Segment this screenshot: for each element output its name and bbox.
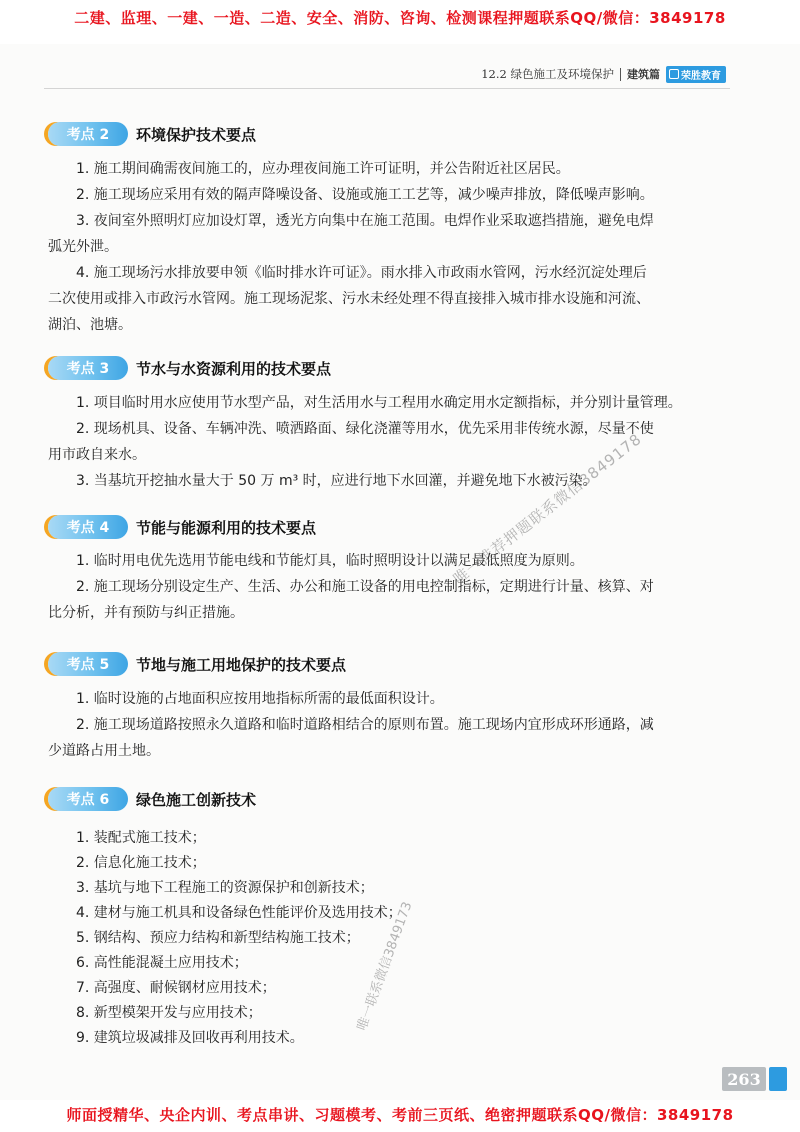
top-banner: 二建、监理、一建、一造、二造、安全、消防、咨询、检测课程押题联系QQ/微信：3849178: [74, 9, 726, 27]
paragraph-line: 2. 施工现场分别设定生产、生活、办公和施工设备的用电控制指标，定期进行计量、核算、对: [76, 579, 654, 595]
paragraph-line: 4. 施工现场污水排放要申领《临时排水许可证》。雨水排入市政雨水管网，污水经沉淀处理后: [76, 265, 647, 281]
section-title: 绿色施工创新技术: [136, 790, 257, 809]
section-heading: [48, 514, 316, 540]
paragraph-line: 湖泊、池塘。: [48, 317, 132, 333]
section-title: 节地与施工用地保护的技术要点: [136, 655, 347, 674]
paragraph: [48, 712, 720, 764]
paragraph-line: 用市政自来水。: [48, 447, 146, 463]
brand-icon: [669, 69, 679, 79]
paragraph-line: 少道路占用土地。: [48, 743, 160, 759]
bottom-banner: 师面授精华、央企内训、考点串讲、习题模考、考前三页纸、绝密押题联系QQ/微信：3849178: [66, 1106, 734, 1124]
paragraph-line: 3. 夜间室外照明灯应加设灯罩，透光方向集中在施工范围。电焊作业采取遮挡措施，避免电焊: [76, 213, 654, 229]
watermark: 唯一联系微信3849173: [354, 899, 416, 1033]
paragraph: 4. 建材与施工机具和设备绿色性能评价及选用技术；: [76, 905, 402, 921]
paragraph: 1. 项目临时用水应使用节水型产品，对生活用水与工程用水确定用水定额指标，并分别计量管理。: [76, 395, 682, 411]
paragraph: 8. 新型模架开发与应用技术；: [76, 1005, 262, 1021]
paragraph: 7. 高强度、耐候钢材应用技术；: [76, 980, 276, 996]
paragraph: 9. 建筑垃圾减排及回收再利用技术。: [76, 1030, 304, 1046]
paragraph-line: 弧光外泄。: [48, 239, 118, 255]
section-title: 节能与能源利用的技术要点: [136, 518, 317, 537]
header-separator: [620, 68, 621, 81]
brand-logo: [666, 66, 726, 83]
section-title: 环境保护技术要点: [136, 125, 257, 144]
paragraph: 1. 临时用电优先选用节能电线和节能灯具，临时照明设计以满足最低照度为原则。: [76, 553, 584, 569]
part-label: 建筑篇: [627, 68, 660, 81]
section-heading: [48, 121, 256, 147]
section-title: 节水与水资源利用的技术要点: [136, 359, 332, 378]
key-point-badge: 考点 6: [48, 787, 128, 811]
section-heading: [48, 355, 331, 381]
section-heading: [48, 651, 346, 677]
key-point-badge: 考点 4: [48, 515, 128, 539]
paragraph: 6. 高性能混凝土应用技术；: [76, 955, 248, 971]
paragraph: 2. 信息化施工技术；: [76, 855, 206, 871]
paragraph: 1. 装配式施工技术；: [76, 830, 206, 846]
paragraph-line: 比分析，并有预防与纠正措施。: [48, 605, 244, 621]
page-number: 263: [722, 1067, 766, 1091]
chapter-title: 12.2 绿色施工及环境保护: [481, 67, 614, 81]
paragraph: 1. 临时设施的占地面积应按用地指标所需的最低面积设计。: [76, 691, 444, 707]
paragraph-line: 2. 施工现场道路按照永久道路和临时道路相结合的原则布置。施工现场内宜形成环形通路，减: [76, 717, 654, 733]
paragraph: 3. 当基坑开挖抽水量大于 50 万 m³ 时，应进行地下水回灌，并避免地下水被污染。: [76, 473, 597, 489]
paragraph: 2. 施工现场应采用有效的隔声降噪设备、设施或施工工艺等，减少噪声排放，降低噪声影响。: [76, 187, 654, 203]
running-header: [481, 65, 726, 83]
watermark: 唯一推荐押题联系微信3849178: [449, 429, 646, 588]
key-point-badge: 考点 2: [48, 122, 128, 146]
page-number-tab: [722, 1066, 788, 1092]
paragraph: 1. 施工期间确需夜间施工的，应办理夜间施工许可证明，并公告附近社区居民。: [76, 161, 570, 177]
paragraph: 5. 钢结构、预应力结构和新型结构施工技术；: [76, 930, 360, 946]
paragraph: [48, 208, 720, 260]
brand-name: 荣胜教育: [681, 70, 721, 82]
key-point-badge: 考点 5: [48, 652, 128, 676]
paragraph-line: 二次使用或排入市政污水管网。施工现场泥浆、污水未经处理不得直接排入城市排水设施和河流、: [48, 291, 650, 307]
paragraph: 3. 基坑与地下工程施工的资源保护和创新技术；: [76, 880, 374, 896]
page-tab-marker: [769, 1067, 787, 1091]
paragraph: [48, 260, 720, 338]
paragraph-line: 2. 现场机具、设备、车辆冲洗、喷洒路面、绿化浇灌等用水，优先采用非传统水源，尽量不使: [76, 421, 654, 437]
header-rule: [44, 88, 730, 89]
section-heading: [48, 786, 256, 812]
key-point-badge: 考点 3: [48, 356, 128, 380]
paragraph: [48, 574, 720, 626]
